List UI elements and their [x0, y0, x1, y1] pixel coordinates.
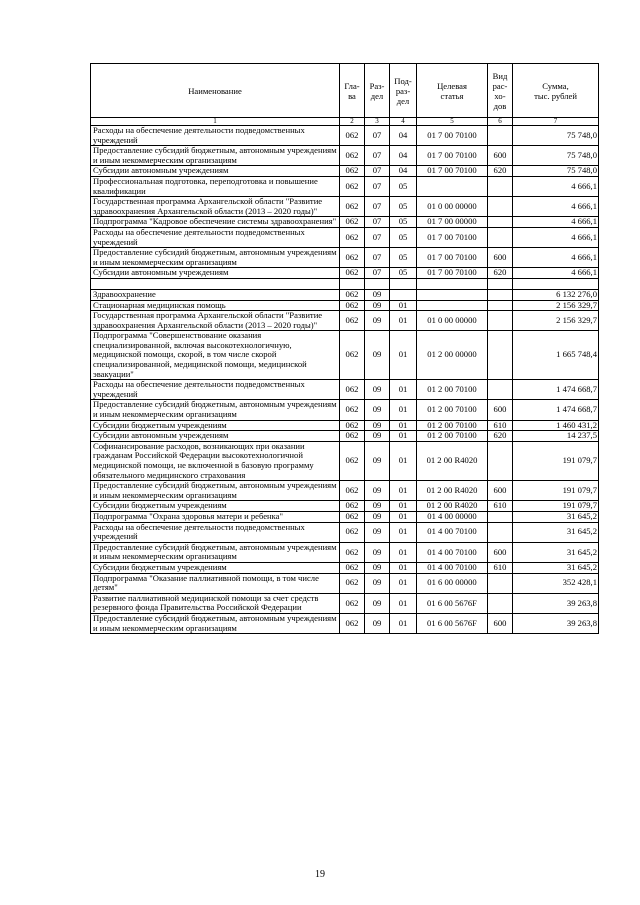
- row-target-article: 01 2 00 70100: [417, 431, 488, 442]
- row-section: 09: [365, 311, 390, 331]
- row-subsection: 01: [390, 441, 417, 480]
- row-section: 09: [365, 562, 390, 573]
- table-row: [91, 511, 599, 522]
- row-amount: 39 263,8: [513, 593, 599, 613]
- row-name: Подпрограмма "Совершенствование оказания специализированной, включая высокотехнологичную, медицинской помощи, скорой, в том числе скорой специализированной, медицинской помощи, медицинской эвакуации": [91, 331, 340, 380]
- row-section: 09: [365, 522, 390, 542]
- table-row: [91, 542, 599, 562]
- column-number: 4: [390, 118, 417, 126]
- table-row: [91, 431, 599, 442]
- row-amount: 4 666,1: [513, 217, 599, 228]
- row-amount: 6 132 276,0: [513, 289, 599, 300]
- row-name: Государственная программа Архангельской области "Развитие здравоохранения Архангельской области (2013 – 2020 годы)": [91, 311, 340, 331]
- row-expense-type: [488, 331, 513, 380]
- row-chapter: 062: [340, 126, 365, 146]
- row-subsection: 01: [390, 501, 417, 512]
- row-expense-type: [488, 217, 513, 228]
- row-subsection: 01: [390, 311, 417, 331]
- header-row: [91, 64, 599, 118]
- row-name: Предоставление субсидий бюджетным, автономным учреждениям и иным некоммерческим организациям: [91, 248, 340, 268]
- row-expense-type: [488, 227, 513, 247]
- row-target-article: 01 7 00 70100: [417, 146, 488, 166]
- row-expense-type: [488, 511, 513, 522]
- row-chapter: 062: [340, 522, 365, 542]
- row-amount: 1 474 668,7: [513, 380, 599, 400]
- header-expense-type: [488, 64, 513, 118]
- row-target-article: 01 4 00 70100: [417, 522, 488, 542]
- table-row: [91, 227, 599, 247]
- header-target-article-text: Целевая статья: [437, 80, 467, 101]
- row-name: Субсидии бюджетным учреждениям: [91, 562, 340, 573]
- row-name: Предоставление субсидий бюджетным, автономным учреждениям и иным некоммерческим организациям: [91, 481, 340, 501]
- row-chapter: 062: [340, 289, 365, 300]
- row-chapter: 062: [340, 311, 365, 331]
- row-name: Субсидии автономным учреждениям: [91, 431, 340, 442]
- row-subsection: 05: [390, 268, 417, 279]
- row-target-article: 01 6 00 5676F: [417, 593, 488, 613]
- row-chapter: 062: [340, 613, 365, 633]
- row-amount: 31 645,2: [513, 522, 599, 542]
- row-section: 07: [365, 176, 390, 196]
- row-chapter: 062: [340, 146, 365, 166]
- row-amount: 39 263,8: [513, 613, 599, 633]
- row-target-article: 01 7 00 70100: [417, 126, 488, 146]
- row-section: 09: [365, 400, 390, 420]
- row-target-article: 01 0 00 00000: [417, 197, 488, 217]
- row-name: Развитие паллиативной медицинской помощи за счет средств резервного фонда Правительства Российской Федерации: [91, 593, 340, 613]
- row-chapter: 062: [340, 441, 365, 480]
- row-expense-type: 620: [488, 166, 513, 177]
- row-name: Подпрограмма "Охрана здоровья матери и ребенка": [91, 511, 340, 522]
- table-row: [91, 441, 599, 480]
- row-amount: 31 645,2: [513, 562, 599, 573]
- row-section: 09: [365, 380, 390, 400]
- header-subsection-text: Под- раз- дел: [394, 75, 412, 106]
- row-amount: 1 665 748,4: [513, 331, 599, 380]
- row-section: 09: [365, 511, 390, 522]
- row-expense-type: [488, 176, 513, 196]
- row-target-article: 01 2 00 70100: [417, 400, 488, 420]
- row-target-article: 01 7 00 70100: [417, 227, 488, 247]
- row-chapter: 062: [340, 562, 365, 573]
- budget-table-sheet: [90, 63, 598, 634]
- table-row: [91, 420, 599, 431]
- row-amount: 4 666,1: [513, 227, 599, 247]
- row-name: Государственная программа Архангельской области "Развитие здравоохранения Архангельской области (2013 – 2020 годы)": [91, 197, 340, 217]
- row-expense-type: 610: [488, 501, 513, 512]
- header-amount: [513, 64, 599, 118]
- row-section: 09: [365, 613, 390, 633]
- row-chapter: 062: [340, 268, 365, 279]
- row-chapter: 062: [340, 331, 365, 380]
- row-amount: 75 748,0: [513, 146, 599, 166]
- row-subsection: 05: [390, 217, 417, 228]
- row-amount: 75 748,0: [513, 166, 599, 177]
- row-subsection: 01: [390, 573, 417, 593]
- row-expense-type: [488, 126, 513, 146]
- row-target-article: [417, 289, 488, 300]
- row-name: Расходы на обеспечение деятельности подведомственных учреждений: [91, 227, 340, 247]
- row-chapter: 062: [340, 217, 365, 228]
- column-number: 3: [365, 118, 390, 126]
- table-row: [91, 289, 599, 300]
- header-expense-type-text: Вид рас- хо- дов: [492, 70, 508, 111]
- row-name: Субсидии бюджетным учреждениям: [91, 420, 340, 431]
- table-row: [91, 268, 599, 279]
- row-subsection: 01: [390, 481, 417, 501]
- row-name: Предоставление субсидий бюджетным, автономным учреждениям и иным некоммерческим организациям: [91, 613, 340, 633]
- row-section: 07: [365, 146, 390, 166]
- row-subsection: 05: [390, 227, 417, 247]
- table-row: [91, 197, 599, 217]
- table-row: [91, 300, 599, 311]
- row-section: 09: [365, 542, 390, 562]
- row-name: Расходы на обеспечение деятельности подведомственных учреждений: [91, 522, 340, 542]
- row-target-article: 01 4 00 70100: [417, 562, 488, 573]
- header-section-text: Раз- дел: [369, 80, 385, 101]
- row-subsection: 04: [390, 126, 417, 146]
- row-subsection: 01: [390, 300, 417, 311]
- row-name: Расходы на обеспечение деятельности подведомственных учреждений: [91, 126, 340, 146]
- table-row: [91, 248, 599, 268]
- row-subsection: 05: [390, 248, 417, 268]
- row-name: Здравоохранение: [91, 289, 340, 300]
- row-section: 09: [365, 431, 390, 442]
- header-name-text: Наименование: [188, 85, 242, 96]
- row-chapter: 062: [340, 197, 365, 217]
- row-target-article: 01 2 00 70100: [417, 380, 488, 400]
- row-amount: 191 079,7: [513, 441, 599, 480]
- row-amount: 4 666,1: [513, 248, 599, 268]
- row-expense-type: 600: [488, 481, 513, 501]
- row-expense-type: [488, 522, 513, 542]
- row-subsection: 01: [390, 562, 417, 573]
- table-row: [91, 278, 599, 289]
- row-subsection: 01: [390, 420, 417, 431]
- table-row: [91, 217, 599, 228]
- row-chapter: 062: [340, 227, 365, 247]
- row-target-article: 01 6 00 00000: [417, 573, 488, 593]
- column-number: 1: [91, 118, 340, 126]
- column-number: 2: [340, 118, 365, 126]
- table-row: [91, 593, 599, 613]
- row-amount: 191 079,7: [513, 481, 599, 501]
- row-section: 07: [365, 197, 390, 217]
- row-name: Подпрограмма "Кадровое обеспечение системы здравоохранения": [91, 217, 340, 228]
- row-expense-type: 600: [488, 146, 513, 166]
- header-chapter-text: Гла- ва: [344, 80, 360, 101]
- row-target-article: 01 2 00 70100: [417, 420, 488, 431]
- table-row: [91, 501, 599, 512]
- row-name: Подпрограмма "Оказание паллиативной помощи, в том числе детям": [91, 573, 340, 593]
- row-chapter: 062: [340, 176, 365, 196]
- row-target-article: 01 2 00 R4020: [417, 441, 488, 480]
- row-subsection: 01: [390, 431, 417, 442]
- row-target-article: 01 2 00 R4020: [417, 501, 488, 512]
- row-expense-type: 600: [488, 248, 513, 268]
- row-name: Софинансирование расходов, возникающих при оказании гражданам Российской Федерации высокотехнологичной медицинской помощи, не включенной в базовую программу обязательного медицинского страхования: [91, 441, 340, 480]
- row-chapter: 062: [340, 542, 365, 562]
- row-amount: 352 428,1: [513, 573, 599, 593]
- row-name: Предоставление субсидий бюджетным, автономным учреждениям и иным некоммерческим организациям: [91, 542, 340, 562]
- row-chapter: 062: [340, 593, 365, 613]
- header-target-article: [417, 64, 488, 118]
- row-expense-type: [488, 593, 513, 613]
- row-name: Субсидии автономным учреждениям: [91, 166, 340, 177]
- row-section: 07: [365, 217, 390, 228]
- row-amount: 31 645,2: [513, 511, 599, 522]
- row-chapter: 062: [340, 380, 365, 400]
- header-name: [91, 64, 340, 118]
- table-row: [91, 380, 599, 400]
- row-section: 07: [365, 268, 390, 279]
- table-row: [91, 562, 599, 573]
- row-chapter: [340, 278, 365, 289]
- row-chapter: 062: [340, 481, 365, 501]
- table-row: [91, 522, 599, 542]
- row-target-article: 01 7 00 70100: [417, 268, 488, 279]
- row-target-article: 01 6 00 5676F: [417, 613, 488, 633]
- table-row: [91, 146, 599, 166]
- row-target-article: 01 2 00 R4020: [417, 481, 488, 501]
- row-expense-type: 610: [488, 562, 513, 573]
- row-subsection: 01: [390, 613, 417, 633]
- row-amount: 14 237,5: [513, 431, 599, 442]
- table-row: [91, 573, 599, 593]
- row-expense-type: [488, 197, 513, 217]
- row-target-article: 01 7 00 70100: [417, 166, 488, 177]
- row-expense-type: [488, 278, 513, 289]
- row-expense-type: 610: [488, 420, 513, 431]
- page-number: 19: [315, 869, 325, 880]
- row-name: [91, 278, 340, 289]
- row-section: [365, 278, 390, 289]
- row-target-article: 01 4 00 00000: [417, 511, 488, 522]
- row-expense-type: 600: [488, 613, 513, 633]
- row-expense-type: [488, 441, 513, 480]
- row-subsection: 05: [390, 197, 417, 217]
- row-subsection: 05: [390, 176, 417, 196]
- row-target-article: 01 7 00 00000: [417, 217, 488, 228]
- row-amount: 75 748,0: [513, 126, 599, 146]
- row-amount: 2 156 329,7: [513, 300, 599, 311]
- header-amount-text: Сумма, тыс. рублей: [534, 80, 577, 101]
- row-expense-type: [488, 289, 513, 300]
- row-name: Стационарная медицинская помощь: [91, 300, 340, 311]
- row-subsection: 01: [390, 542, 417, 562]
- row-subsection: 01: [390, 331, 417, 380]
- row-amount: 4 666,1: [513, 197, 599, 217]
- row-amount: 4 666,1: [513, 176, 599, 196]
- row-name: Предоставление субсидий бюджетным, автономным учреждениям и иным некоммерческим организациям: [91, 146, 340, 166]
- row-chapter: 062: [340, 400, 365, 420]
- table-body: [91, 126, 599, 634]
- row-section: 09: [365, 420, 390, 431]
- row-subsection: [390, 289, 417, 300]
- table-row: [91, 166, 599, 177]
- row-expense-type: [488, 380, 513, 400]
- row-name: Субсидии бюджетным учреждениям: [91, 501, 340, 512]
- row-name: Субсидии автономным учреждениям: [91, 268, 340, 279]
- row-expense-type: 600: [488, 542, 513, 562]
- row-expense-type: 620: [488, 268, 513, 279]
- row-subsection: 01: [390, 400, 417, 420]
- header-subsection: [390, 64, 417, 118]
- row-chapter: 062: [340, 166, 365, 177]
- budget-table: [90, 63, 599, 634]
- column-number-row: [91, 118, 599, 126]
- row-section: 09: [365, 481, 390, 501]
- row-target-article: 01 4 00 70100: [417, 542, 488, 562]
- row-amount: 191 079,7: [513, 501, 599, 512]
- row-section: 09: [365, 573, 390, 593]
- column-number: 6: [488, 118, 513, 126]
- row-target-article: [417, 300, 488, 311]
- header-chapter: [340, 64, 365, 118]
- row-expense-type: 600: [488, 400, 513, 420]
- row-amount: [513, 278, 599, 289]
- row-chapter: 062: [340, 511, 365, 522]
- row-section: 09: [365, 300, 390, 311]
- row-amount: 1 460 431,2: [513, 420, 599, 431]
- row-section: 07: [365, 126, 390, 146]
- table-row: [91, 481, 599, 501]
- row-section: 09: [365, 501, 390, 512]
- row-chapter: 062: [340, 573, 365, 593]
- header-section: [365, 64, 390, 118]
- row-amount: 31 645,2: [513, 542, 599, 562]
- row-chapter: 062: [340, 300, 365, 311]
- row-subsection: 01: [390, 511, 417, 522]
- row-name: Расходы на обеспечение деятельности подведомственных учреждений: [91, 380, 340, 400]
- row-target-article: [417, 278, 488, 289]
- row-section: 09: [365, 331, 390, 380]
- row-section: 07: [365, 166, 390, 177]
- row-target-article: 01 7 00 70100: [417, 248, 488, 268]
- row-chapter: 062: [340, 501, 365, 512]
- row-chapter: 062: [340, 431, 365, 442]
- row-target-article: 01 0 00 00000: [417, 311, 488, 331]
- row-chapter: 062: [340, 248, 365, 268]
- row-subsection: 04: [390, 166, 417, 177]
- row-section: 09: [365, 593, 390, 613]
- row-name: Предоставление субсидий бюджетным, автономным учреждениям и иным некоммерческим организациям: [91, 400, 340, 420]
- row-name: Профессиональная подготовка, переподготовка и повышение квалификации: [91, 176, 340, 196]
- table-row: [91, 311, 599, 331]
- row-subsection: 01: [390, 380, 417, 400]
- table-row: [91, 331, 599, 380]
- row-expense-type: 620: [488, 431, 513, 442]
- row-section: 07: [365, 248, 390, 268]
- row-subsection: 01: [390, 522, 417, 542]
- table-row: [91, 613, 599, 633]
- row-section: 09: [365, 289, 390, 300]
- table-row: [91, 126, 599, 146]
- table-row: [91, 176, 599, 196]
- row-amount: 2 156 329,7: [513, 311, 599, 331]
- row-target-article: 01 2 00 00000: [417, 331, 488, 380]
- column-number: 7: [513, 118, 599, 126]
- row-subsection: 01: [390, 593, 417, 613]
- row-target-article: [417, 176, 488, 196]
- row-section: 07: [365, 227, 390, 247]
- row-expense-type: [488, 311, 513, 331]
- row-expense-type: [488, 573, 513, 593]
- row-chapter: 062: [340, 420, 365, 431]
- row-amount: 4 666,1: [513, 268, 599, 279]
- row-subsection: 04: [390, 146, 417, 166]
- table-row: [91, 400, 599, 420]
- row-expense-type: [488, 300, 513, 311]
- row-subsection: [390, 278, 417, 289]
- row-amount: 1 474 668,7: [513, 400, 599, 420]
- row-section: 09: [365, 441, 390, 480]
- column-number: 5: [417, 118, 488, 126]
